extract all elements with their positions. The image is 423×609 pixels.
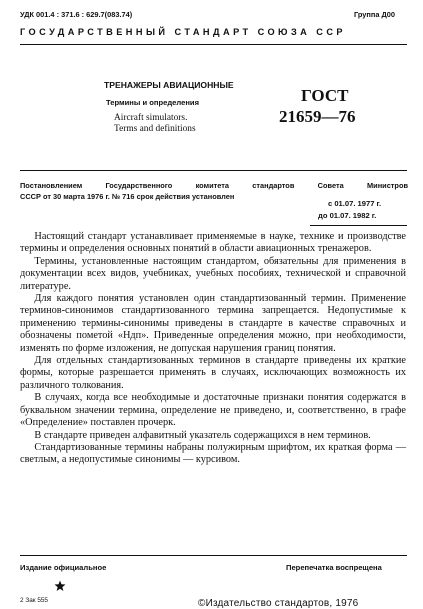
date-rule <box>310 225 407 226</box>
title-english-line1: Aircraft simulators. <box>114 113 188 123</box>
title-english <box>114 113 196 135</box>
copyright: ©Издательство стандартов, 1976 <box>198 598 359 609</box>
gost-label: ГОСТ <box>301 86 349 105</box>
paragraph: Стандартизованные термины набраны полужирным шрифтом, их краткая форма — светлым, а недопустимые синонимы — курсивом. <box>20 441 406 466</box>
title-english-line2: Terms and definitions <box>114 124 196 134</box>
state-standard-header: ГОСУДАРСТВЕННЫЙ СТАНДАРТ СОЮЗА ССР <box>20 27 347 37</box>
bottom-rule <box>20 555 407 556</box>
decree-line1: Постановлением Государственного комитета стандартов Совета Министров <box>20 181 408 190</box>
order-number: 2 Зак 555 <box>20 597 48 604</box>
paragraph: Для отдельных стандартизованных терминов в стандарте приведены их краткие формы, которые разрешается применять в случаях, исключающих возможность их различного толкования. <box>20 355 406 391</box>
top-rule <box>20 44 407 45</box>
middle-rule <box>20 170 407 171</box>
udk-code: УДК 001.4 : 371.6 : 629.7(083.74) <box>20 10 133 19</box>
body-text <box>20 231 406 467</box>
paragraph: В случаях, когда все необходимые и достаточные признаки понятия содержатся в буквальном значении термина, определение не приведено, и, соответственно, в графе «Определение» поставлен прочерк. <box>20 392 406 429</box>
effective-date-from: с 01.07. 1977 г. <box>328 199 382 208</box>
reprint-prohibited-label: Перепечатка воспрещена <box>286 563 382 572</box>
paragraph: Для каждого понятия установлен один стандартизованный термин. Применение терминов-синонимов стандартизованного термина запрещается. Недопустимые к применению термины-синонимы приведены в стандарте в качестве справочных и обозначены пометой «Ндп». Приведенные определения можно, при необходимости, изменять по форме изложения, не допуская нарушения границ понятия. <box>20 293 406 354</box>
gost-number: 21659—76 <box>279 107 356 126</box>
group-code: Группа Д00 <box>353 10 395 19</box>
subtitle-russian: Термины и определения <box>106 98 200 107</box>
decree-line2: СССР от 30 марта 1976 г. № 716 срок действия установлен <box>20 192 235 201</box>
title-russian: ТРЕНАЖЕРЫ АВИАЦИОННЫЕ <box>104 80 234 90</box>
star-icon <box>54 580 66 592</box>
effective-date-to: до 01.07. 1982 г. <box>318 211 377 220</box>
official-edition-label: Издание официальное <box>20 563 107 572</box>
paragraph: Настоящий стандарт устанавливает применяемые в науке, технике и производстве термины и определения основных понятий в области авиационных тренажеров. <box>20 231 406 255</box>
paragraph: Термины, установленные настоящим стандартом, обязательны для применения в документации всех видов, учебниках, учебных пособиях, технической и справочной литературе. <box>20 255 406 292</box>
paragraph: В стандарте приведен алфавитный указатель содержащихся в нем терминов. <box>34 429 371 441</box>
